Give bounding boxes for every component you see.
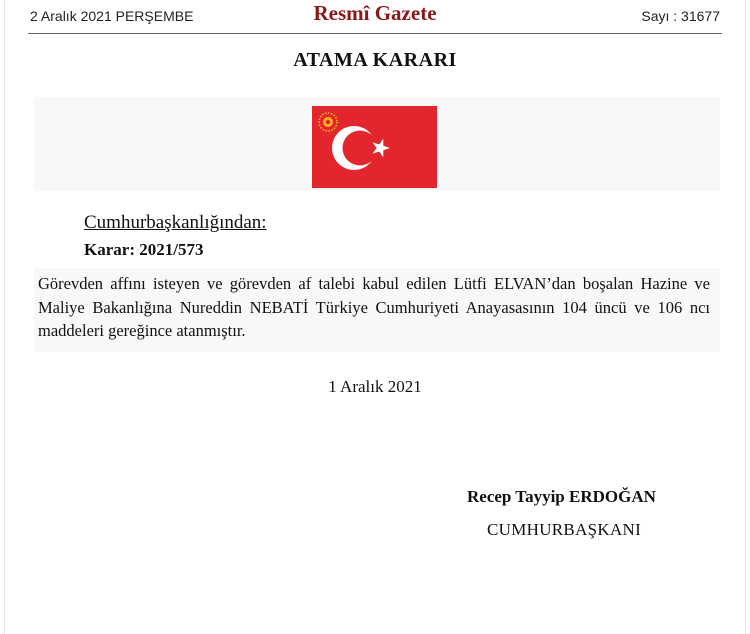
issuing-authority: Cumhurbaşkanlığından: <box>84 212 267 233</box>
document-title: ATAMA KARARI <box>293 49 457 71</box>
decision-body: Görevden affını isteyen ve görevden af talebi kabul edilen Lütfi ELVAN’dan boşalan Hazine ve Maliye Bakanlığına Nureddin NEBATİ Türkiye Cumhuriyeti Anayasasının 104 üncü ve 106 ncı maddeleri gereğince atanmıştır. <box>38 274 710 340</box>
turkish-flag-icon <box>312 106 437 188</box>
publication-title: Resmî Gazete <box>313 1 437 25</box>
decision-number: Karar: 2021/573 <box>84 240 204 259</box>
decision-date: 1 Aralık 2021 <box>328 377 422 396</box>
signer-name: Recep Tayyip ERDOĞAN <box>467 487 656 506</box>
header-divider <box>28 33 722 34</box>
header-date: 2 Aralık 2021 PERŞEMBE <box>30 8 194 24</box>
issue-number: Sayı : 31677 <box>641 8 720 24</box>
signer-title: CUMHURBAŞKANI <box>487 520 642 539</box>
